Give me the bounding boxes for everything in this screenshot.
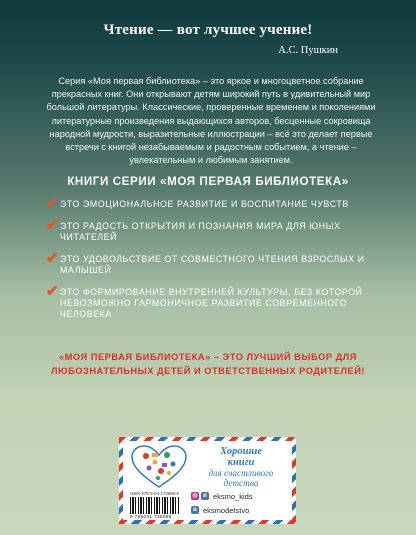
publisher-card [119,437,296,524]
epigraph-author: А.С. Пушкин [278,45,338,56]
tagline-line: детства [223,479,259,490]
benefit-item [44,283,374,320]
series-heading: КНИГИ СЕРИИ «МОЯ ПЕРВАЯ БИБЛИОТЕКА» [67,175,349,188]
vk-icon: в [201,492,209,500]
benefit-item [44,195,374,212]
social-row-vk [191,504,291,516]
checkmark-icon: ✔ [46,250,60,267]
instagram-icon: ◎ [192,493,198,499]
benefit-item [44,250,374,276]
social-row-instagram [191,490,291,502]
epigraph [0,22,416,56]
closing-statement: «МОЯ ПЕРВАЯ БИБЛИОТЕКА» – ЭТО ЛУЧШИЙ ВЫБОР ДЛЯ ЛЮБОЗНАТЕЛЬНЫХ ДЕТЕЙ И ОТВЕТСТВЕННЫХ РОДИТЕЛЕЙ! [51,352,365,376]
barcode-image [130,497,180,514]
heart-logo-icon [129,444,189,490]
tagline-line: книги [227,456,255,468]
benefit-text: ЭТО РАДОСТЬ ОТКРЫТИЯ И ПОЗНАНИЯ МИРА ДЛЯ ЮНЫХ ЧИТАТЕЛЕЙ [60,221,341,242]
social-links [191,490,291,518]
checkmark-icon: ✔ [46,283,60,300]
benefit-text: ЭТО ЭМОЦИОНАЛЬНОЕ РАЗВИТИЕ И ВОСПИТАНИЕ ЧУВСТВ [60,199,349,209]
benefit-text: ЭТО УДОВОЛЬСТВИЕ ОТ СОВМЕСТНОГО ЧТЕНИЯ ВЗРОСЛЫХ И МАЛЫШЕЙ [60,254,365,275]
social-handle: eksmodetstvo [203,505,250,515]
isbn-label: ISBN 978-5-04-173806-8 [130,491,179,496]
tagline-line: для счастливого [208,468,274,479]
barcode-number: 9 785041 738068 [130,514,172,519]
series-description: Серия «Моя первая библиотека» – это яркое и многоцветное собрание прекрасных книг. Они открывают детям широкий путь в удивительный мир большой литературы. Классические, проверенные временем и поколениями литературные произведения выдающихся авторов, бесценные сокровища народной мудрости, выразительные иллюстрации – всё это делает первые встречи с книгой незабываемым и радостным событием, а чтение – увлекательным и любимым занятием. [46,76,376,166]
publisher-card-body [123,441,292,520]
benefit-text: ЭТО ФОРМИРОВАНИЕ ВНУТРЕННЕЙ КУЛЬТУРЫ, БЕЗ КОТОРОЙ НЕВОЗМОЖНО ГАРМОНИЧНОЕ РАЗВИТИЕ СОВРЕМЕННОГО ЧЕЛОВЕКА [60,287,363,319]
benefit-item [44,217,374,243]
checkmark-icon: ✔ [46,217,60,234]
checkmark-icon: ✔ [46,195,60,212]
tagline-line: Хорошие [220,446,262,457]
social-handle: eksmo_kids [213,491,253,501]
epigraph-text: Чтение — вот лучшее учение! [103,22,313,38]
vk-icon: в [191,506,199,514]
benefits-list [44,195,374,320]
publisher-tagline [191,447,291,490]
